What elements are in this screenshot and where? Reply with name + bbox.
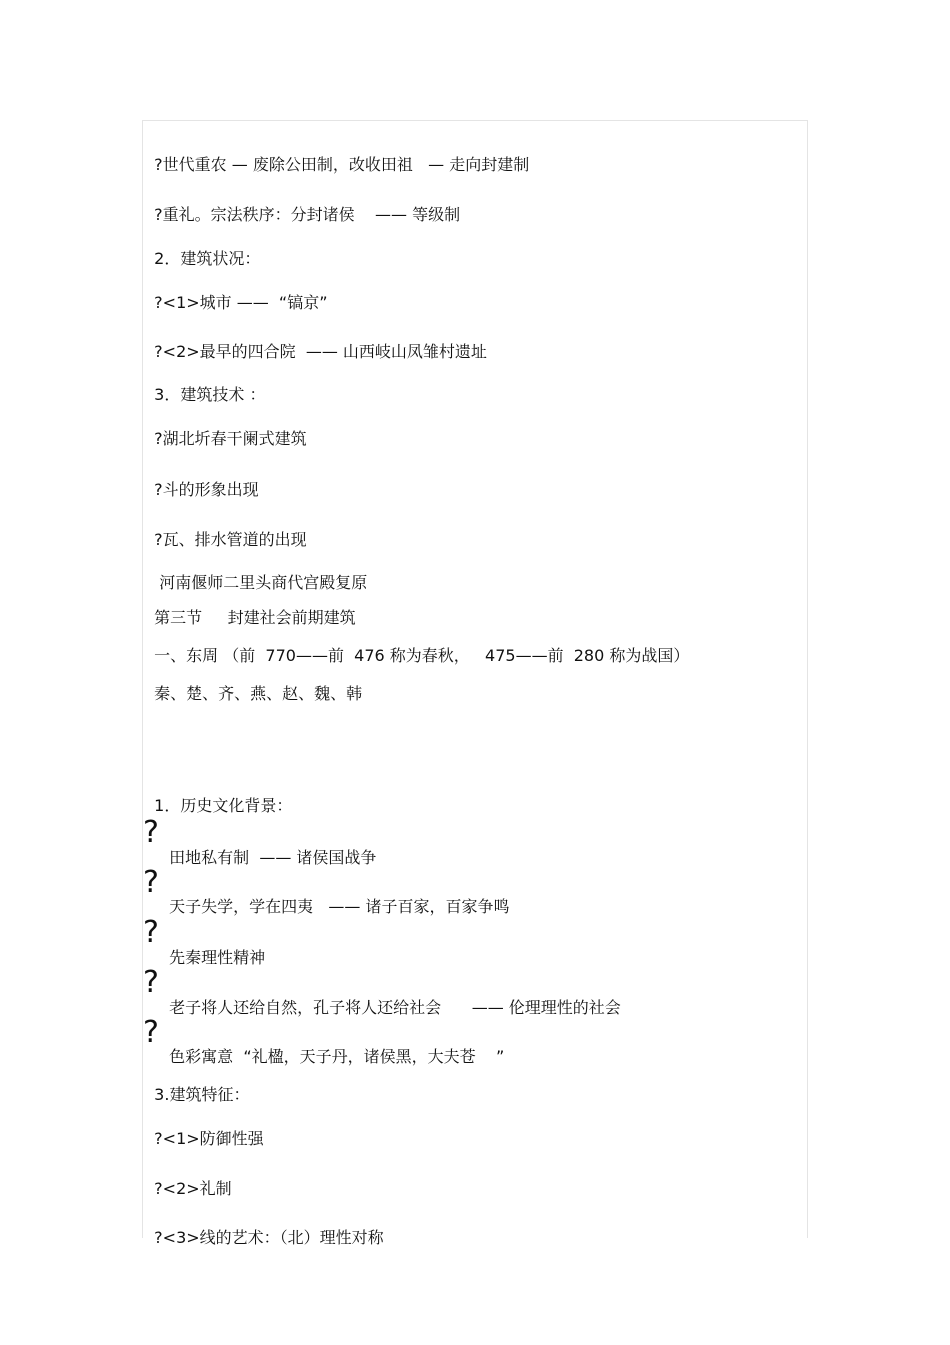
text-line xyxy=(144,1106,264,1150)
bullet-mark: ? xyxy=(143,865,159,900)
text-line xyxy=(144,270,328,314)
bullet-mark: ? xyxy=(143,965,159,1000)
line-text: <1>防御性强 xyxy=(162,1129,264,1148)
line-text: 3.建筑特征： xyxy=(154,1085,250,1104)
section-heading xyxy=(144,226,260,270)
bullet-mark: ? xyxy=(154,530,163,549)
line-text: 先秦理性精神 xyxy=(169,948,266,967)
line-text: 田地私有制 —— 诸侯国战争 xyxy=(169,848,377,867)
text-line xyxy=(144,132,529,176)
line-text: 天子失学，学在四夷 —— 诸子百家，百家争鸣 xyxy=(169,897,510,916)
bullet-mark: ? xyxy=(143,815,159,850)
text-line xyxy=(144,507,307,551)
text-line xyxy=(144,182,460,226)
text-line xyxy=(159,975,621,1019)
line-text: 重礼。宗法秩序：分封诸侯 —— 等级制 xyxy=(162,205,461,224)
line-text: 老子将人还给自然，孔子将人还给社会 —— 伦理理性的社会 xyxy=(169,998,621,1017)
line-text: <2>最早的四合院 —— 山西岐山凤雏村遗址 xyxy=(162,342,487,361)
text-line xyxy=(159,825,376,869)
line-text: 色彩寓意 “礼楹，天子丹，诸侯黑，大夫苍 ” xyxy=(169,1047,505,1066)
line-text: 一、东周 （前 770——前 476 称为春秋， 475——前 280 称为战国） xyxy=(154,646,690,665)
line-text: 第三节 封建社会前期建筑 xyxy=(154,608,356,627)
bullet-mark: ? xyxy=(154,480,163,499)
bullet-mark: ? xyxy=(154,1179,163,1198)
line-text: 2．建筑状况： xyxy=(154,249,261,268)
text-line xyxy=(144,661,362,705)
line-text: 湖北圻春干阑式建筑 xyxy=(162,429,307,448)
section-heading xyxy=(144,1062,249,1106)
line-text: 1．历史文化背景： xyxy=(154,796,293,815)
line-text: 瓦、排水管道的出现 xyxy=(162,530,307,549)
line-text: 3．建筑技术 ： xyxy=(154,385,266,404)
text-line xyxy=(159,925,265,969)
section-heading xyxy=(144,773,292,817)
line-text: <1>城市 —— “镐京” xyxy=(162,293,328,312)
bullet-mark: ? xyxy=(154,155,163,174)
bullet-mark: ? xyxy=(154,293,163,312)
bullet-mark: ? xyxy=(154,429,163,448)
bullet-mark: ? xyxy=(154,1228,163,1247)
line-text: 秦、楚、齐、燕、赵、魏、韩 xyxy=(154,684,363,703)
text-line xyxy=(144,1156,232,1200)
line-text: 斗的形象出现 xyxy=(162,480,259,499)
text-line xyxy=(144,1205,384,1249)
bullet-mark: ? xyxy=(154,1129,163,1148)
line-text: 河南偃师二里头商代宫殿复原 xyxy=(154,573,368,592)
text-line xyxy=(144,319,487,363)
text-line xyxy=(159,874,510,918)
line-text: 世代重农 — 废除公田制，改收田祖 — 走向封建制 xyxy=(162,155,530,174)
bullet-mark: ? xyxy=(154,205,163,224)
line-text: <3>线的艺术：（北）理性对称 xyxy=(162,1228,384,1247)
text-line xyxy=(144,406,307,450)
bullet-mark: ? xyxy=(143,915,159,950)
bullet-mark: ? xyxy=(143,1015,159,1050)
section-heading xyxy=(144,362,265,406)
bullet-mark: ? xyxy=(154,342,163,361)
text-line xyxy=(144,457,259,501)
line-text: <2>礼制 xyxy=(162,1179,232,1198)
